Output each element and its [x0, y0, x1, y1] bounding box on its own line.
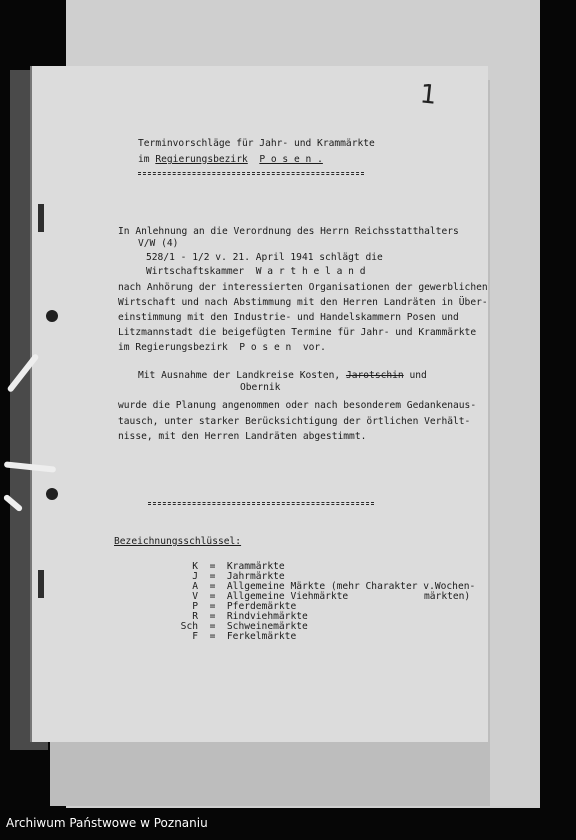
exception-prefix: Mit Ausnahme der Landkreise Kosten, [138, 370, 341, 381]
key-continuation: märkten) [424, 591, 471, 602]
closing-line: tausch, unter starker Berücksichtigung der örtlichen Verhält- [118, 416, 471, 427]
key-meaning: Pferdemärkte [226, 601, 297, 612]
body-line: Litzmannstadt die beigefügten Termine für Jahr- und Krammärkte [118, 327, 477, 338]
handwritten-page-number: 1 [418, 79, 439, 111]
key-code: F [192, 631, 198, 642]
body-line: In Anlehnung an die Verordnung des Herrn Reichsstatthalters [118, 226, 459, 237]
title-divider [138, 172, 364, 175]
key-equals: = [209, 591, 216, 602]
binding-clip-mark [38, 204, 44, 232]
section-divider [148, 502, 374, 505]
binding-clip-mark [38, 570, 44, 598]
body-line: nach Anhörung der interessierten Organisationen der gewerblichen [118, 282, 488, 293]
key-code: A [192, 581, 198, 592]
key-code: R [192, 611, 198, 622]
key-equals: = [209, 601, 216, 612]
exception-line2: Obernik [240, 382, 281, 393]
exception-suffix: und [409, 370, 427, 381]
key-equals: = [209, 561, 216, 572]
key-equals: = [209, 621, 216, 632]
key-equals: = [209, 611, 216, 622]
key-heading: Bezeichnungsschlüssel: [114, 536, 242, 547]
body-line: im Regierungsbezirk P o s e n vor. [118, 342, 326, 353]
key-code: P [192, 601, 198, 612]
body-line: 528/1 - 1/2 v. 21. April 1941 schlägt die [146, 252, 383, 263]
key-meaning: Allgemeine Märkte (mehr Charakter v.Wochen- [226, 581, 476, 592]
body-line: einstimmung mit den Industrie- und Handelskammern Posen und [118, 312, 459, 323]
body-line: Wirtschaft und nach Abstimmung mit den Herren Landräten in Über- [118, 297, 488, 308]
body-line: Wirtschaftskammer W a r t h e l a n d [146, 266, 366, 277]
key-meaning: Krammärkte [226, 561, 285, 572]
key-meaning: Ferkelmärkte [226, 631, 297, 642]
key-meaning: Schweinemärkte [226, 621, 308, 632]
title-city: P o s e n . [259, 154, 323, 165]
title-prefix: im [138, 154, 150, 165]
document-title-line2 [138, 154, 323, 166]
struck-district: Jarotschin [345, 370, 404, 381]
key-meaning: Jahrmärkte [226, 571, 285, 582]
key-equals: = [209, 581, 216, 592]
key-code: V [192, 591, 198, 602]
archive-footer: Archiwum Państwowe w Poznaniu [6, 816, 208, 830]
body-line: V/W (4) [138, 238, 179, 249]
key-equals: = [209, 631, 216, 642]
key-entry [178, 631, 296, 643]
key-meaning: Rindviehmärkte [226, 611, 308, 622]
closing-line: nisse, mit den Herren Landräten abgestimmt. [118, 431, 367, 442]
exception-line [138, 370, 427, 382]
punch-hole-bottom [46, 488, 58, 500]
title-region: Regierungsbezirk [155, 154, 248, 165]
document-title-line1: Terminvorschläge für Jahr- und Krammärkte [138, 138, 375, 149]
closing-line: wurde die Planung angenommen oder nach besonderem Gedankenaus- [118, 400, 477, 411]
key-equals: = [209, 571, 216, 582]
punch-hole-top [46, 310, 58, 322]
key-code: J [192, 571, 198, 582]
key-meaning: Allgemeine Viehmärkte [226, 591, 349, 602]
key-code: Sch [180, 621, 198, 632]
key-code: K [192, 561, 198, 572]
